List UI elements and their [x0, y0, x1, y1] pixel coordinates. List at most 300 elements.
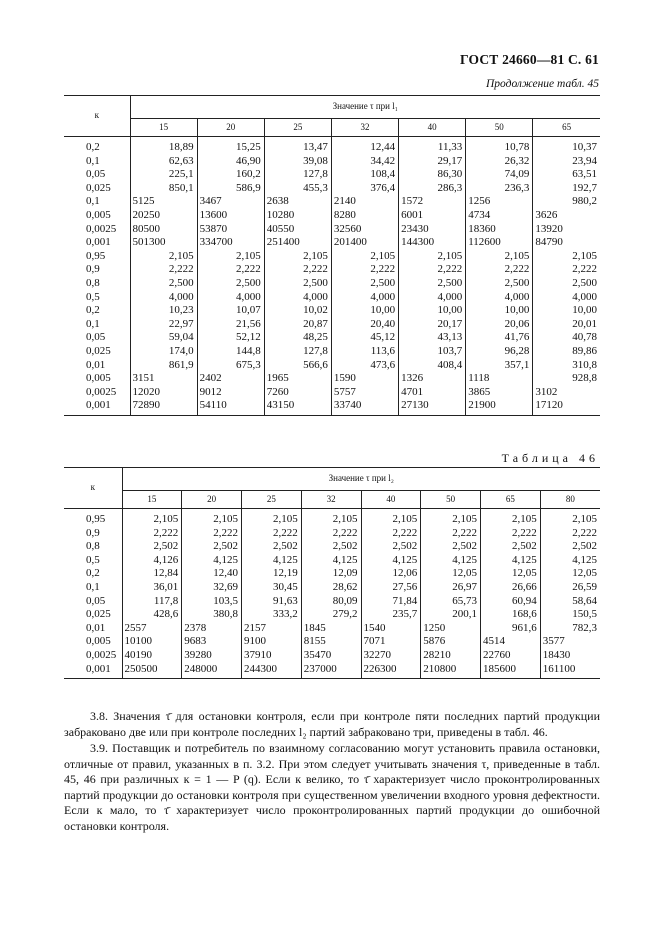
k-value-cell: 0,2 — [86, 567, 100, 580]
table-row — [64, 540, 600, 554]
tau-value-cell: 1845 — [301, 622, 361, 636]
tau-value-cell: 40,78 — [533, 331, 600, 345]
tau-value-cell: 3865 — [466, 386, 533, 400]
table46-label: Таблица 46 — [501, 451, 599, 465]
k-value-cell: 0,5 — [86, 290, 100, 303]
tau-value-cell: 10280 — [264, 209, 331, 223]
tau-value-cell: 10,07 — [197, 304, 264, 318]
tau-value-cell: 226300 — [361, 663, 421, 679]
table-46 — [64, 467, 600, 679]
tau-value-cell: 12,09 — [301, 567, 361, 581]
tau-value-cell: 8280 — [331, 209, 398, 223]
tau-column-header: 32 — [331, 119, 398, 137]
table-row — [64, 304, 600, 318]
tau-value-cell: 980,2 — [533, 195, 600, 209]
tau-value-cell: 2,222 — [182, 527, 242, 541]
tau-value-cell: 113,6 — [331, 345, 398, 359]
tau-column-header: 40 — [399, 119, 466, 137]
k-column-header: к — [64, 468, 122, 509]
k-value-cell: 0,2 — [86, 141, 100, 153]
tau-value-cell: 91,63 — [242, 595, 302, 609]
k-value-cell: 0,005 — [86, 372, 111, 385]
tau-value-cell: 103,5 — [182, 595, 242, 609]
tau-value-cell: 2157 — [242, 622, 302, 636]
tau-value-cell: 28210 — [421, 649, 481, 663]
tau-value-cell: 2378 — [182, 622, 242, 636]
tau-value-cell: 2,222 — [264, 263, 331, 277]
tau-value-cell: 26,66 — [481, 581, 541, 595]
tau-value-cell: 2,222 — [399, 263, 466, 277]
table-row — [64, 250, 600, 264]
table-row — [64, 155, 600, 169]
k-value-cell: 0,95 — [86, 513, 106, 525]
tau-value-cell: 127,8 — [264, 168, 331, 182]
tau-value-cell: 200,1 — [421, 608, 481, 622]
tau-column-header: 32 — [301, 491, 361, 509]
tau-value-cell: 144300 — [399, 236, 466, 250]
tau-value-cell: 380,8 — [182, 608, 242, 622]
k-column-header: к — [64, 96, 130, 137]
tau-value-cell: 310,8 — [533, 359, 600, 373]
tau-value-cell: 11,33 — [399, 137, 466, 155]
k-value-cell: 0,9 — [86, 526, 100, 539]
table-row — [64, 608, 600, 622]
table46-body — [64, 509, 600, 679]
tau-value-cell: 473,6 — [331, 359, 398, 373]
tau-value-cell: 12,05 — [421, 567, 481, 581]
tau-value-cell: 4,125 — [301, 554, 361, 568]
table-row — [64, 291, 600, 305]
tau-value-cell: 12,19 — [242, 567, 302, 581]
k-value-cell: 0,001 — [86, 399, 111, 412]
table-row — [64, 236, 600, 250]
tau-column-header: 20 — [182, 491, 242, 509]
table-row — [64, 386, 600, 400]
tau-value-cell: 2,502 — [122, 540, 182, 554]
tau-span-header: Значение τ при l₁ — [130, 96, 600, 119]
tau-value-cell: 4,125 — [361, 554, 421, 568]
tau-column-header: 25 — [264, 119, 331, 137]
k-value-cell: 0,1 — [86, 580, 100, 593]
tau-value-cell: 103,7 — [399, 345, 466, 359]
tau-value-cell: 144,8 — [197, 345, 264, 359]
table-row — [64, 527, 600, 541]
tau-value-cell: 2,222 — [301, 527, 361, 541]
tau-value-cell: 2,105 — [331, 250, 398, 264]
tau-value-cell: 23430 — [399, 223, 466, 237]
k-value-cell: 0,8 — [86, 540, 100, 553]
table-row — [64, 554, 600, 568]
tau-value-cell: 10,00 — [466, 304, 533, 318]
k-value-cell: 0,001 — [86, 662, 111, 675]
tau-value-cell: 1250 — [421, 622, 481, 636]
paragraph-3-8 — [64, 709, 600, 740]
tau-value-cell: 40550 — [264, 223, 331, 237]
tau-value-cell: 13,47 — [264, 137, 331, 155]
tau-value-cell: 45,12 — [331, 331, 398, 345]
k-value-cell: 0,2 — [86, 304, 100, 317]
tau-value-cell: 18430 — [540, 649, 600, 663]
tau-value-cell: 108,4 — [331, 168, 398, 182]
table-row — [64, 663, 600, 679]
tau-column-header: 65 — [481, 491, 541, 509]
table-row — [64, 581, 600, 595]
tau-value-cell: 13920 — [533, 223, 600, 237]
tau-value-cell: 4514 — [481, 635, 541, 649]
tau-value-cell: 2,222 — [466, 263, 533, 277]
tau-value-cell: 333,2 — [242, 608, 302, 622]
tau-value-cell: 60,94 — [481, 595, 541, 609]
tau-value-cell: 41,76 — [466, 331, 533, 345]
tau-value-cell: 48,25 — [264, 331, 331, 345]
tau-value-cell: 12,84 — [122, 567, 182, 581]
tau-value-cell: 2,502 — [540, 540, 600, 554]
tau-value-cell: 2638 — [264, 195, 331, 209]
table-row — [64, 223, 600, 237]
tau-value-cell: 2,500 — [399, 277, 466, 291]
tau-value-cell: 334700 — [197, 236, 264, 250]
tau-column-header: 50 — [421, 491, 481, 509]
tau-value-cell: 286,3 — [399, 182, 466, 196]
table-row — [64, 649, 600, 663]
tau-value-cell: 84790 — [533, 236, 600, 250]
tau-value-cell: 455,3 — [264, 182, 331, 196]
tau-value-cell: 2,222 — [197, 263, 264, 277]
tau-value-cell: 4,000 — [197, 291, 264, 305]
tau-value-cell: 2,222 — [130, 263, 197, 277]
tau-value-cell: 32,69 — [182, 581, 242, 595]
table-row — [64, 359, 600, 373]
k-value-cell: 0,1 — [86, 317, 100, 330]
tau-value-cell: 2,222 — [242, 527, 302, 541]
tau-value-cell: 63,51 — [533, 168, 600, 182]
tau-value-cell: 1965 — [264, 372, 331, 386]
tau-value-cell: 675,3 — [197, 359, 264, 373]
tau-value-cell: 54110 — [197, 399, 264, 415]
tau-value-cell: 4,126 — [122, 554, 182, 568]
tau-value-cell: 168,6 — [481, 608, 541, 622]
tau-value-cell: 17120 — [533, 399, 600, 415]
tau-value-cell: 225,1 — [130, 168, 197, 182]
table-row — [64, 277, 600, 291]
tau-value-cell: 4734 — [466, 209, 533, 223]
tau-value-cell: 961,6 — [481, 622, 541, 636]
k-value-cell: 0,9 — [86, 263, 100, 276]
tau-column-header: 50 — [466, 119, 533, 137]
tau-value-cell: 4,125 — [242, 554, 302, 568]
tau-value-cell: 12,05 — [540, 567, 600, 581]
tau-value-cell: 39280 — [182, 649, 242, 663]
tau-value-cell: 10,00 — [399, 304, 466, 318]
tau-value-cell: 2,105 — [466, 250, 533, 264]
tau-value-cell: 501300 — [130, 236, 197, 250]
tau-value-cell: 26,59 — [540, 581, 600, 595]
k-value-cell: 0,0025 — [86, 648, 117, 661]
tau-value-cell: 20,01 — [533, 318, 600, 332]
tau-value-cell: 2,500 — [331, 277, 398, 291]
tau-value-cell: 2,105 — [361, 509, 421, 527]
tau-value-cell: 30,45 — [242, 581, 302, 595]
tau-value-cell: 2557 — [122, 622, 182, 636]
tau-value-cell: 62,63 — [130, 155, 197, 169]
tau-value-cell: 1540 — [361, 622, 421, 636]
tau-value-cell: 53870 — [197, 223, 264, 237]
tau-value-cell: 27,56 — [361, 581, 421, 595]
table-row — [64, 331, 600, 345]
tau-value-cell: 20,87 — [264, 318, 331, 332]
tau-value-cell: 3102 — [533, 386, 600, 400]
tau-value-cell: 586,9 — [197, 182, 264, 196]
table-row — [64, 318, 600, 332]
tau-value-cell: 12,40 — [182, 567, 242, 581]
tau-value-cell: 28,62 — [301, 581, 361, 595]
tau-value-cell: 566,6 — [264, 359, 331, 373]
tau-value-cell: 160,2 — [197, 168, 264, 182]
tau-value-cell: 96,28 — [466, 345, 533, 359]
k-value-cell: 0,05 — [86, 594, 106, 607]
tau-column-header: 20 — [197, 119, 264, 137]
k-value-cell: 0,005 — [86, 635, 111, 648]
tau-column-header: 25 — [242, 491, 302, 509]
table-row — [64, 635, 600, 649]
tau-value-cell: 3151 — [130, 372, 197, 386]
tau-value-cell: 2402 — [197, 372, 264, 386]
tau-column-headers — [64, 491, 600, 509]
tau-value-cell: 37910 — [242, 649, 302, 663]
k-value-cell: 0,1 — [86, 195, 100, 208]
tau-value-cell: 29,17 — [399, 155, 466, 169]
tau-value-cell: 39,08 — [264, 155, 331, 169]
tau-value-cell: 22760 — [481, 649, 541, 663]
table-row — [64, 182, 600, 196]
tau-value-cell: 2,500 — [264, 277, 331, 291]
tau-value-cell: 2,502 — [182, 540, 242, 554]
tau-column-header: 40 — [361, 491, 421, 509]
tau-value-cell: 2,502 — [242, 540, 302, 554]
k-value-cell: 0,001 — [86, 236, 111, 249]
tau-value-cell: 192,7 — [533, 182, 600, 196]
tau-column-header: 15 — [122, 491, 182, 509]
tau-value-cell: 33740 — [331, 399, 398, 415]
tau-value-cell: 43150 — [264, 399, 331, 415]
tau-value-cell: 2,502 — [301, 540, 361, 554]
k-value-cell: 0,95 — [86, 249, 106, 262]
k-value-cell: 0,0025 — [86, 222, 117, 235]
tau-value-cell: 9100 — [242, 635, 302, 649]
tau-value-cell: 5757 — [331, 386, 398, 400]
tau-value-cell: 4,000 — [331, 291, 398, 305]
tau-value-cell: 376,4 — [331, 182, 398, 196]
tau-value-cell: 4,000 — [264, 291, 331, 305]
table-row — [64, 168, 600, 182]
tau-column-headers — [64, 119, 600, 137]
tau-value-cell: 279,2 — [301, 608, 361, 622]
tau-value-cell: 237000 — [301, 663, 361, 679]
tau-value-cell: 2,222 — [533, 263, 600, 277]
k-value-cell: 0,8 — [86, 276, 100, 289]
tau-value-cell: 4,000 — [130, 291, 197, 305]
k-value-cell: 0,01 — [86, 358, 106, 371]
tau-value-cell: 6001 — [399, 209, 466, 223]
tau-value-cell: 1326 — [399, 372, 466, 386]
tau-value-cell: 2,105 — [399, 250, 466, 264]
tau-value-cell: 9683 — [182, 635, 242, 649]
tau-value-cell: 80500 — [130, 223, 197, 237]
table-row — [64, 345, 600, 359]
tau-value-cell: 2,222 — [122, 527, 182, 541]
tau-value-cell: 20250 — [130, 209, 197, 223]
tau-value-cell: 2,222 — [421, 527, 481, 541]
tau-value-cell: 861,9 — [130, 359, 197, 373]
tau-value-cell: 13600 — [197, 209, 264, 223]
tau-value-cell: 80,09 — [301, 595, 361, 609]
tau-value-cell: 3577 — [540, 635, 600, 649]
tau-value-cell: 2,105 — [242, 509, 302, 527]
tau-value-cell: 89,86 — [533, 345, 600, 359]
k-value-cell: 0,5 — [86, 553, 100, 566]
tau-value-cell: 127,8 — [264, 345, 331, 359]
k-value-cell: 0,01 — [86, 621, 106, 634]
tau-value-cell: 26,97 — [421, 581, 481, 595]
tau-value-cell: 32560 — [331, 223, 398, 237]
tau-value-cell: 2,105 — [421, 509, 481, 527]
tau-value-cell: 3467 — [197, 195, 264, 209]
tau-value-cell: 357,1 — [466, 359, 533, 373]
tau-value-cell: 2,105 — [182, 509, 242, 527]
tau-value-cell: 185600 — [481, 663, 541, 679]
tau-value-cell: 10,78 — [466, 137, 533, 155]
tau-value-cell: 4,125 — [540, 554, 600, 568]
tau-value-cell: 32270 — [361, 649, 421, 663]
tau-value-cell: 2140 — [331, 195, 398, 209]
page-header: ГОСТ 24660—81 С. 61 — [460, 52, 599, 67]
tau-value-cell: 58,64 — [540, 595, 600, 609]
tau-value-cell: 2,502 — [421, 540, 481, 554]
tau-value-cell: 10100 — [122, 635, 182, 649]
tau-value-cell: 10,00 — [331, 304, 398, 318]
tau-value-cell: 112600 — [466, 236, 533, 250]
tau-value-cell: 2,222 — [540, 527, 600, 541]
tau-value-cell: 21,56 — [197, 318, 264, 332]
tau-column-header: 65 — [533, 119, 600, 137]
tau-value-cell: 201400 — [331, 236, 398, 250]
k-value-cell: 0,005 — [86, 208, 111, 221]
tau-value-cell: 2,105 — [301, 509, 361, 527]
table-row — [64, 372, 600, 386]
tau-value-cell: 248000 — [182, 663, 242, 679]
table-row — [64, 509, 600, 527]
tau-value-cell: 150,5 — [540, 608, 600, 622]
tau-value-cell: 27130 — [399, 399, 466, 415]
tau-value-cell: 43,13 — [399, 331, 466, 345]
tau-value-cell: 12,05 — [481, 567, 541, 581]
tau-value-cell: 250500 — [122, 663, 182, 679]
table-row — [64, 137, 600, 155]
tau-value-cell: 4,000 — [533, 291, 600, 305]
tau-value-cell: 12020 — [130, 386, 197, 400]
table-row — [64, 567, 600, 581]
tau-value-cell: 20,17 — [399, 318, 466, 332]
tau-value-cell: 2,222 — [481, 527, 541, 541]
tau-value-cell: 18360 — [466, 223, 533, 237]
k-value-cell: 0,025 — [86, 344, 111, 357]
tau-value-cell: 235,7 — [361, 608, 421, 622]
tau-value-cell: 210800 — [421, 663, 481, 679]
tau-value-cell: 86,30 — [399, 168, 466, 182]
tau-value-cell: 40190 — [122, 649, 182, 663]
table-row — [64, 399, 600, 415]
tau-value-cell: 5876 — [421, 635, 481, 649]
tau-value-cell: 59,04 — [130, 331, 197, 345]
tau-value-cell: 2,105 — [197, 250, 264, 264]
table-row — [64, 263, 600, 277]
tau-value-cell: 2,500 — [197, 277, 264, 291]
table45-body — [64, 137, 600, 416]
tau-value-cell: 928,8 — [533, 372, 600, 386]
tau-value-cell: 22,97 — [130, 318, 197, 332]
tau-value-cell: 4,125 — [481, 554, 541, 568]
tau-value-cell: 2,502 — [481, 540, 541, 554]
k-value-cell: 0,0025 — [86, 385, 117, 398]
tau-value-cell: 46,90 — [197, 155, 264, 169]
tau-value-cell: 236,3 — [466, 182, 533, 196]
tau-value-cell: 12,06 — [361, 567, 421, 581]
table-45 — [64, 95, 600, 416]
tau-value-cell: 3626 — [533, 209, 600, 223]
tau-value-cell: 782,3 — [540, 622, 600, 636]
tau-value-cell: 2,500 — [130, 277, 197, 291]
k-value-cell: 0,025 — [86, 608, 111, 621]
tau-column-header: 80 — [540, 491, 600, 509]
tau-column-header: 15 — [130, 119, 197, 137]
tau-value-cell: 2,500 — [466, 277, 533, 291]
tau-value-cell: 12,44 — [331, 137, 398, 155]
tau-value-cell: 2,502 — [361, 540, 421, 554]
tau-value-cell: 36,01 — [122, 581, 182, 595]
tau-value-cell: 9012 — [197, 386, 264, 400]
tau-value-cell: 2,105 — [533, 250, 600, 264]
tau-value-cell: 5125 — [130, 195, 197, 209]
tau-value-cell: 117,8 — [122, 595, 182, 609]
tau-value-cell: 4,125 — [182, 554, 242, 568]
tau-value-cell: 65,73 — [421, 595, 481, 609]
tau-value-cell: 1118 — [466, 372, 533, 386]
tau-value-cell: 52,12 — [197, 331, 264, 345]
tau-value-cell: 10,00 — [533, 304, 600, 318]
tau-value-cell: 2,105 — [130, 250, 197, 264]
table-row — [64, 209, 600, 223]
tau-value-cell: 34,42 — [331, 155, 398, 169]
tau-value-cell: 8155 — [301, 635, 361, 649]
tau-value-cell: 23,94 — [533, 155, 600, 169]
tau-value-cell: 174,0 — [130, 345, 197, 359]
tau-value-cell: 10,23 — [130, 304, 197, 318]
tau-value-cell: 428,6 — [122, 608, 182, 622]
k-value-cell: 0,025 — [86, 181, 111, 194]
tau-value-cell: 850,1 — [130, 182, 197, 196]
tau-value-cell: 2,105 — [264, 250, 331, 264]
tau-value-cell: 72890 — [130, 399, 197, 415]
tau-value-cell: 4,000 — [399, 291, 466, 305]
paragraph-3-9 — [64, 741, 600, 834]
tau-value-cell: 15,25 — [197, 137, 264, 155]
tau-value-cell: 251400 — [264, 236, 331, 250]
tau-value-cell: 2,105 — [122, 509, 182, 527]
tau-value-cell: 10,02 — [264, 304, 331, 318]
table-row — [64, 595, 600, 609]
tau-value-cell: 10,37 — [533, 137, 600, 155]
tau-value-cell: 4,125 — [421, 554, 481, 568]
